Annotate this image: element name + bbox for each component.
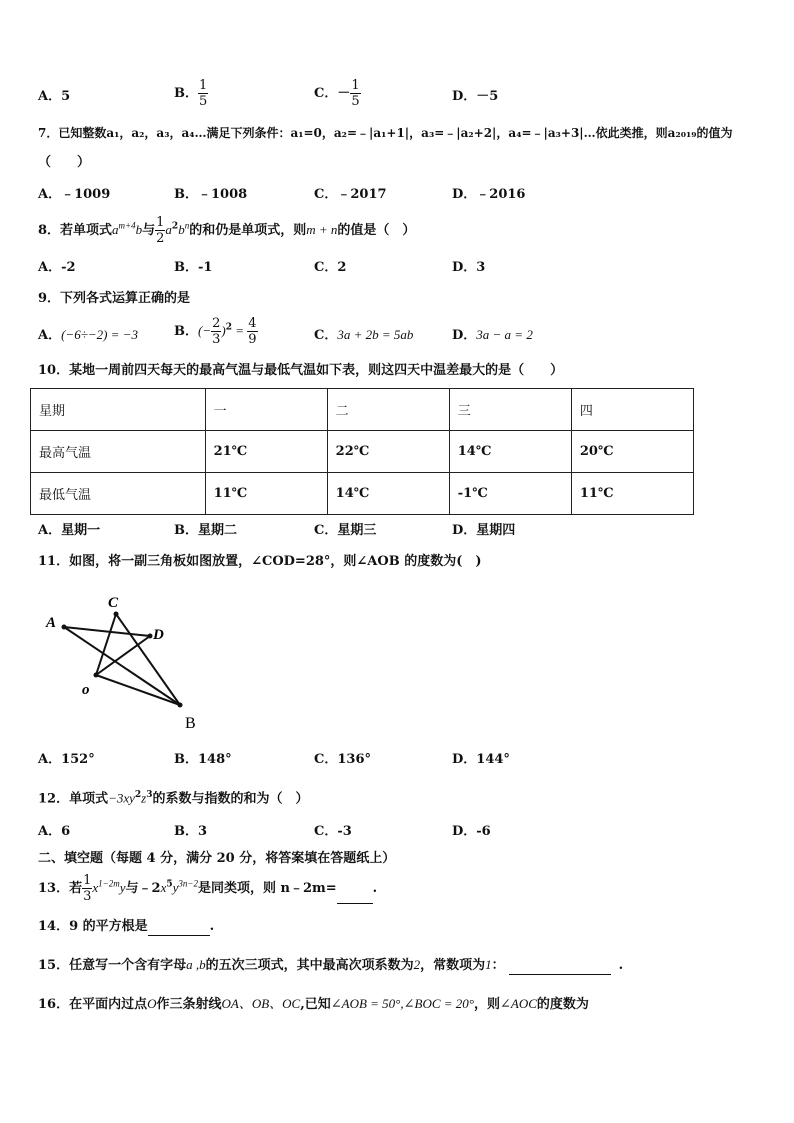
q13-post: 是同类项，则 n﹣2m= bbox=[197, 881, 337, 896]
figure-points bbox=[62, 612, 183, 708]
q10-option-d: D．星期四 bbox=[452, 523, 516, 538]
q13-y2: y bbox=[172, 880, 179, 895]
q7-option-d: D．﹣2016 bbox=[452, 187, 526, 202]
denominator: 5 bbox=[199, 94, 208, 109]
table-header-cell: 二 bbox=[327, 389, 449, 431]
q16-post: 的度数为 bbox=[536, 997, 589, 1012]
q11-option-b: B．148° bbox=[174, 752, 232, 767]
q6-option-b-label: B． bbox=[174, 86, 198, 101]
line-ob bbox=[96, 675, 180, 705]
point-d bbox=[148, 634, 153, 639]
q13-x-exp: 1−2m bbox=[98, 878, 120, 889]
q9-option-c bbox=[314, 326, 413, 345]
q9-stem: 9．下列各式运算正确的是 bbox=[38, 291, 191, 306]
q8-option-b: B．-1 bbox=[174, 260, 213, 275]
table-header-row bbox=[31, 389, 694, 431]
q13-fraction bbox=[82, 873, 92, 904]
q11-option-a: A．152° bbox=[38, 752, 95, 767]
q16-pre: 16．在平面内过点 bbox=[38, 997, 148, 1012]
q12-z: z bbox=[141, 790, 147, 806]
table-cell: 22℃ bbox=[327, 431, 449, 473]
q8-mono2: a bbox=[165, 222, 172, 237]
q9-b-pre: (− bbox=[198, 323, 212, 338]
q12-option-a: A．6 bbox=[38, 824, 71, 839]
point-o bbox=[94, 673, 99, 678]
q11-option-d: D．144° bbox=[452, 752, 510, 767]
q8-stem-post: 的和仍是单项式，则 bbox=[189, 223, 307, 238]
q10-option-b: B．星期二 bbox=[174, 523, 237, 538]
q6-option-c-label: C．－ bbox=[314, 86, 351, 101]
q8-mono1: a bbox=[112, 222, 119, 237]
q9-c-expr: 3a + 2b = 5ab bbox=[337, 327, 414, 342]
table-row bbox=[31, 473, 694, 515]
table-header-cell: 一 bbox=[205, 389, 327, 431]
q13-x2: x bbox=[160, 880, 167, 895]
q15-end: . bbox=[618, 958, 624, 973]
q12-stem-post: 的系数与指数的和为（ ） bbox=[152, 791, 309, 807]
table-header-cell: 三 bbox=[449, 389, 571, 431]
q12-option-b: B．3 bbox=[174, 824, 208, 839]
q9-a-label: A． bbox=[38, 328, 62, 343]
numerator: 1 bbox=[83, 873, 92, 888]
table-cell: 最高气温 bbox=[31, 431, 206, 473]
q14-text: 14．9 的平方根是 bbox=[38, 919, 148, 934]
q6-option-d: D．－5 bbox=[452, 89, 499, 104]
q13-stem bbox=[38, 873, 377, 904]
table-cell: 14℃ bbox=[449, 431, 571, 473]
q12-stem bbox=[38, 786, 309, 808]
q16-rays: OA、OB、OC bbox=[221, 996, 301, 1011]
table-cell: 11℃ bbox=[571, 473, 693, 515]
q8-expr: m + n bbox=[306, 222, 338, 237]
table-cell: 最低气温 bbox=[31, 473, 206, 515]
q7-paren: （ ） bbox=[38, 155, 91, 170]
q8-stem-end: 的值是（ ） bbox=[337, 223, 416, 238]
q6-option-c bbox=[314, 78, 361, 109]
q8-stem bbox=[38, 215, 415, 246]
q8-mono2-b: b bbox=[178, 222, 185, 237]
temperature-table bbox=[30, 388, 694, 515]
label-a: A bbox=[46, 615, 57, 631]
q9-option-d bbox=[452, 326, 533, 345]
q12-exp1: 2 bbox=[134, 790, 142, 800]
q7-option-a: A．﹣1009 bbox=[38, 187, 111, 202]
q8-mono1-tail: b bbox=[135, 222, 143, 237]
q8-fraction bbox=[155, 215, 165, 246]
denominator: 3 bbox=[83, 889, 92, 904]
q12-option-d: D．-6 bbox=[452, 824, 491, 839]
q9-d-expr: 3a − a = 2 bbox=[476, 327, 533, 342]
q9-c-label: C． bbox=[314, 328, 338, 343]
q9-b-exp: 2 bbox=[225, 322, 232, 333]
q13-x2-exp: 5 bbox=[166, 879, 173, 890]
numerator: 1 bbox=[351, 78, 360, 93]
q8-mono2-exp1: 2 bbox=[171, 221, 179, 232]
q8-mono1-exp: m+4 bbox=[118, 220, 136, 231]
q15-const: 1 bbox=[485, 957, 492, 972]
q10-option-a: A．星期一 bbox=[38, 523, 101, 538]
numerator: 1 bbox=[199, 78, 208, 93]
q16-mid: 作三条射线 bbox=[156, 997, 222, 1012]
q9-b-label: B． bbox=[174, 324, 198, 339]
q8-option-d: D．3 bbox=[452, 260, 486, 275]
numerator: 1 bbox=[156, 215, 165, 230]
q13-y: y bbox=[119, 880, 126, 895]
point-c bbox=[114, 612, 119, 617]
denominator: 2 bbox=[156, 231, 165, 246]
q9-option-b bbox=[174, 316, 258, 347]
q13-mid: 与﹣2 bbox=[125, 881, 161, 896]
q8-option-c: C．2 bbox=[314, 260, 347, 275]
q11-stem: 11．如图，将一副三角板如图放置，∠COD=28°，则∠AOB 的度数为( ) bbox=[38, 554, 482, 569]
q15-mid2: ，常数项为 bbox=[420, 958, 486, 973]
q14-end: . bbox=[209, 919, 215, 934]
q9-b-post: ) bbox=[221, 323, 226, 338]
table-cell: 14℃ bbox=[327, 473, 449, 515]
q15-answer-blank[interactable] bbox=[509, 960, 611, 975]
triangle-figure bbox=[40, 588, 210, 733]
q15-mid: 的五次三项式，其中最高次项系数为 bbox=[205, 958, 414, 973]
q6-option-b-fraction bbox=[198, 78, 208, 109]
label-b: B bbox=[185, 715, 196, 732]
q13-end: . bbox=[372, 881, 378, 896]
q15-post: ： bbox=[491, 958, 505, 973]
q7-option-c: C．﹣2017 bbox=[314, 187, 387, 202]
q7-stem: 7．已知整数a₁，a₂，a₃，a₄…满足下列条件：a₁=0，a₂=﹣|a₁+1|，a₃=﹣|a₂+2|，a₄=﹣|a₃+3|…依此类推，则a₂₀₁₉的值为 bbox=[38, 126, 733, 140]
table-header-cell: 四 bbox=[571, 389, 693, 431]
q9-b-eq: = bbox=[232, 323, 248, 338]
q16-mid2: ，则 bbox=[474, 997, 501, 1012]
q6-option-b bbox=[174, 78, 208, 109]
line-do bbox=[96, 636, 150, 675]
label-d: D bbox=[153, 627, 164, 643]
q9-d-label: D． bbox=[452, 328, 477, 343]
point-a bbox=[62, 625, 67, 630]
q12-expr: −3xy bbox=[108, 790, 135, 806]
q15-pre: 15．任意写一个含有字母 bbox=[38, 958, 187, 973]
q15-stem bbox=[38, 956, 623, 975]
q12-stem-pre: 12．单项式 bbox=[38, 791, 109, 807]
q13-y2-exp: 3n−2 bbox=[178, 878, 198, 889]
denominator: 9 bbox=[248, 332, 257, 347]
line-co bbox=[96, 614, 116, 675]
table-header-cell: 星期 bbox=[31, 389, 206, 431]
q7-option-b: B．﹣1008 bbox=[174, 187, 248, 202]
point-b bbox=[178, 703, 183, 708]
q14-answer-blank[interactable] bbox=[148, 921, 210, 936]
q9-option-a bbox=[38, 326, 138, 345]
denominator: 5 bbox=[351, 94, 360, 109]
table-cell: -1℃ bbox=[449, 473, 571, 515]
q11-option-c: C．136° bbox=[314, 752, 371, 767]
q14-stem bbox=[38, 918, 214, 936]
label-o: o bbox=[82, 682, 90, 698]
table-cell: 21℃ bbox=[205, 431, 327, 473]
q15-letters: a ,b bbox=[186, 957, 206, 972]
q16-known: ,已知 bbox=[300, 997, 331, 1012]
q16-condition: ∠AOB = 50°,∠BOC = 20° bbox=[330, 996, 474, 1011]
line-cb bbox=[116, 614, 180, 705]
q8-mono2-exp2: n bbox=[184, 220, 190, 231]
q6-option-c-fraction bbox=[350, 78, 360, 109]
q8-stem-pre: 8．若单项式 bbox=[38, 223, 113, 238]
q10-stem: 10．某地一周前四天每天的最高气温与最低气温如下表，则这四天中温差最大的是（ ） bbox=[38, 363, 564, 378]
q8-and: 与 bbox=[142, 223, 156, 238]
table-cell: 20℃ bbox=[571, 431, 693, 473]
q12-option-c: C．-3 bbox=[314, 824, 352, 839]
q16-stem bbox=[38, 995, 589, 1014]
q15-coef: 2 bbox=[413, 957, 421, 972]
q10-option-c: C．星期三 bbox=[314, 523, 377, 538]
numerator: 2 bbox=[212, 316, 221, 331]
label-c: C bbox=[108, 595, 119, 611]
denominator: 3 bbox=[212, 332, 221, 347]
q6-option-a: A．5 bbox=[38, 89, 71, 104]
q12-exp2: 3 bbox=[146, 790, 153, 800]
q16-point-o: O bbox=[147, 996, 157, 1011]
q13-pre: 13．若 bbox=[38, 881, 83, 896]
section-title: 二、填空题（每题 4 分，满分 20 分，将答案填在答题纸上） bbox=[38, 851, 396, 866]
q16-ask: ∠AOC bbox=[500, 996, 537, 1011]
q8-option-a: A．-2 bbox=[38, 260, 76, 275]
q9-a-expr: (−6÷−2) = −3 bbox=[61, 327, 138, 342]
numerator: 4 bbox=[248, 316, 257, 331]
q9-b-fraction bbox=[211, 316, 221, 347]
q13-answer-blank[interactable] bbox=[337, 889, 373, 904]
table-row bbox=[31, 431, 694, 473]
table-cell: 11℃ bbox=[205, 473, 327, 515]
q9-b-result bbox=[247, 316, 257, 347]
q13-x: x bbox=[92, 880, 99, 895]
